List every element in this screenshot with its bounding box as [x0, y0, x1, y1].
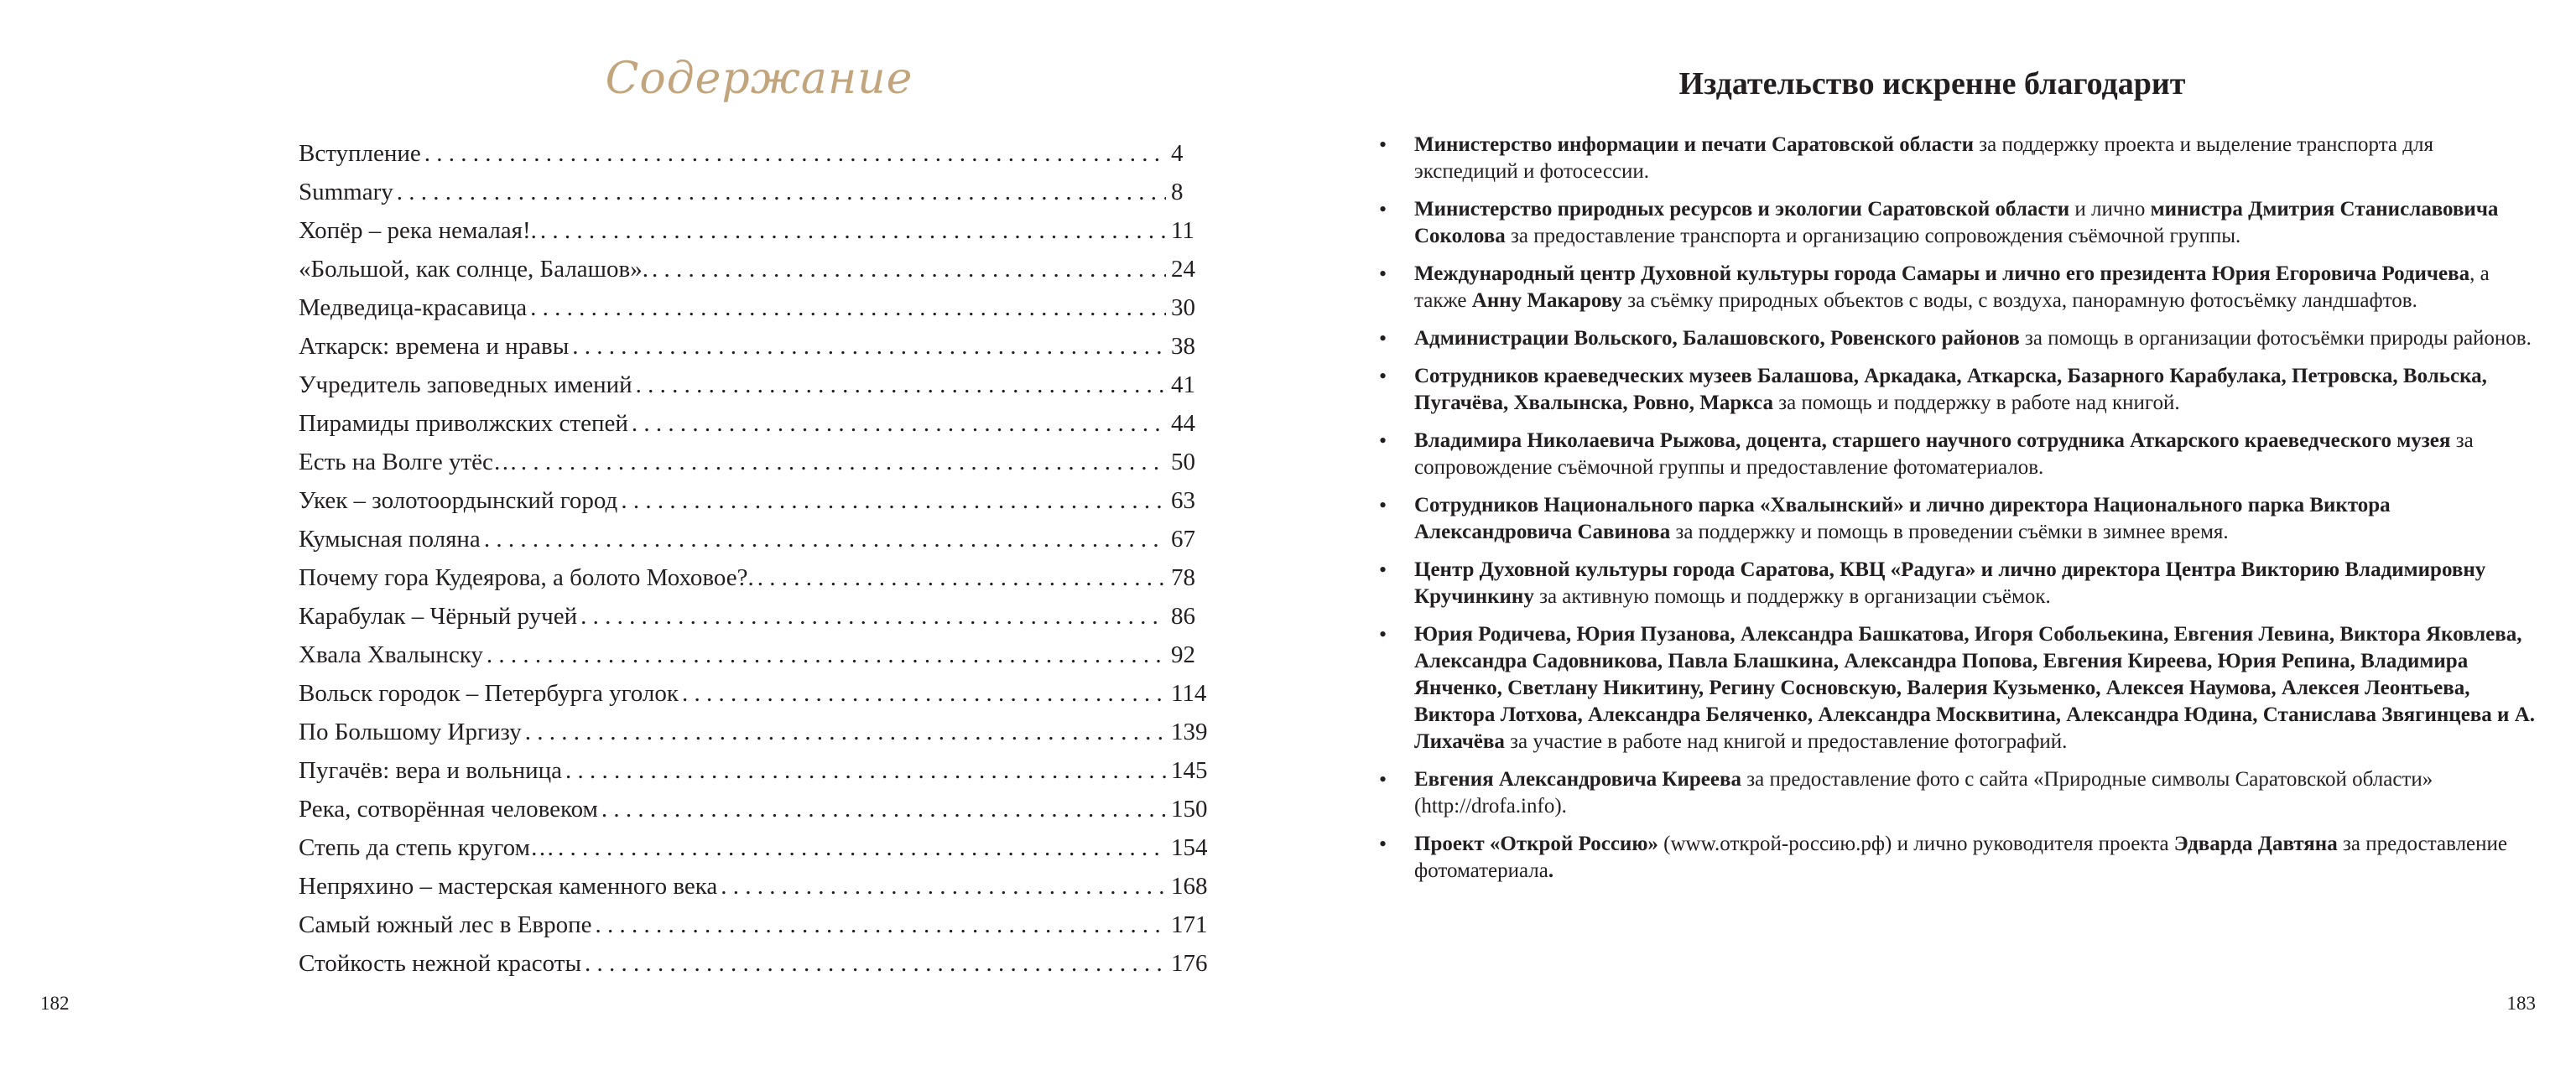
- toc-entry-title: Хвала Хвалынску: [299, 641, 483, 668]
- acknowledgement-text: за поддержку проекта и выделение транспорта для экспедиций и фотосессии.: [1414, 133, 2433, 183]
- acknowledgement-name: .: [1548, 859, 1554, 882]
- acknowledgement-name: Центр Духовной культуры города Саратова, КВЦ «Радуга» и лично директора Центра Викторию Владимировну Кручинкину: [1414, 558, 2486, 608]
- toc-entry-page: 41: [1171, 371, 1195, 398]
- toc-dot-leader: [487, 640, 1166, 670]
- acknowledgements-list: [1379, 132, 2537, 895]
- toc-entry: [299, 824, 1215, 863]
- acknowledgement-text: (www.открой-россию.рф) и лично руководителя проекта: [1657, 833, 2174, 855]
- toc-entry: [299, 169, 1215, 207]
- toc-entry-title: Самый южный лес в Европе: [299, 911, 592, 938]
- toc-dot-leader: [525, 717, 1166, 747]
- toc-dot-leader: [636, 370, 1166, 400]
- toc-entry-page: 139: [1171, 719, 1208, 745]
- toc-entry-title: Пугачёв: вера и вольница: [299, 757, 563, 784]
- toc-entry-title: Почему гора Кудеярова, а болото Моховое?.: [299, 564, 754, 591]
- bullet-icon: •: [1379, 262, 1387, 286]
- toc-entry: [299, 207, 1215, 246]
- toc-entry-page: 154: [1171, 834, 1208, 861]
- acknowledgement-text: за поддержку и помощь в проведении съёмки в зимнее время.: [1670, 521, 2229, 543]
- toc-entry: [299, 901, 1215, 940]
- toc-entry-title: Медведица-красавица: [299, 294, 528, 321]
- acknowledgement-item: [1379, 132, 2537, 185]
- acknowledgement-item: [1379, 363, 2537, 417]
- bullet-icon: •: [1379, 326, 1387, 350]
- toc-entry: [299, 554, 1215, 593]
- toc-entry-title: Степь да степь кругом…: [299, 834, 554, 861]
- toc-entry: [299, 708, 1215, 747]
- acknowledgement-name: Международный центр Духовной культуры города Самары и лично его президента Юрия Егоровича Родичева: [1414, 262, 2470, 285]
- toc-entry-title: Пирамиды приволжских степей: [299, 410, 628, 437]
- acknowledgement-name: Сотрудников краеведческих музеев Балашова, Аркадака, Аткарска, Базарного Карабулака, Петровска, Вольска, Пугачёва, Хвалынска, Ровно, Маркса: [1414, 365, 2487, 414]
- toc-dot-leader: [652, 254, 1166, 284]
- acknowledgement-text: за съёмку природных объектов с воды, с воздуха, панорамную фотосъёмку ландшафтов.: [1621, 289, 2417, 312]
- toc-dot-leader: [558, 833, 1166, 863]
- toc-entry-title: Река, сотворённая человеком: [299, 796, 598, 823]
- toc-entry-title: Есть на Волге утёс…: [299, 449, 518, 475]
- toc-entry-title: Укек – золотоордынский город: [299, 487, 618, 514]
- toc-entry-page: 30: [1171, 294, 1195, 321]
- toc-entry-page: 86: [1171, 603, 1195, 630]
- toc-entry-title: По Большому Иргизу: [299, 719, 522, 745]
- toc-dot-leader: [565, 755, 1166, 786]
- acknowledgement-name: Евгения Александровича Киреева: [1414, 768, 1741, 791]
- toc-entry-title: Стойкость нежной красоты: [299, 950, 581, 977]
- toc-entry: [299, 130, 1215, 169]
- toc-dot-leader: [721, 871, 1166, 901]
- acknowledgement-text: за предоставление фото с сайта «Природные символы Саратовской области» (http://drofa.info).: [1414, 768, 2433, 818]
- acknowledgement-name: Юрия Родичева, Юрия Пузанова, Александра Башкатова, Игоря Собольекина, Евгения Левина, Виктора Яковлева, Александра Садовникова, Павла Блашкина, Александра Попова, Евгения Киреева, Юрия Репина, Владимира Янченко, Светлану Никитину, Регину Сосновскую, Валерия Кузьменко, Алексея Наумова, Алексея Леонтьева, Виктора Лотхова, Александра Беляченко, Александра Москвитина, Александра Юдина, Станислава Звягинцева и А. Лихачёва: [1414, 623, 2536, 753]
- toc-entry-page: 78: [1171, 564, 1195, 591]
- acknowledgement-text: , а также: [1414, 262, 2490, 312]
- toc-dot-leader: [397, 177, 1166, 207]
- toc-entry-page: 11: [1171, 217, 1194, 244]
- toc-entry-page: 114: [1171, 680, 1207, 707]
- page-number-left: 182: [40, 993, 70, 1014]
- acknowledgement-name: Анну Макарову: [1471, 289, 1622, 312]
- acknowledgement-name: Министерство информации и печати Саратовской области: [1414, 133, 1974, 156]
- toc-dot-leader: [580, 601, 1166, 631]
- toc-entry-title: Кумысная поляна: [299, 526, 481, 553]
- right-page: [1288, 0, 2576, 1090]
- toc-entry-page: 168: [1171, 873, 1208, 900]
- toc-entry-title: Хопёр – река немалая!.: [299, 217, 537, 244]
- toc-entry-title: Summary: [299, 179, 393, 205]
- toc-entry-page: 63: [1171, 487, 1195, 514]
- toc-dot-leader: [596, 910, 1166, 940]
- toc-entry: [299, 284, 1215, 323]
- toc-entry: [299, 747, 1215, 786]
- acknowledgement-text: и лично: [2069, 198, 2151, 221]
- acknowledgement-name: Проект «Открой Россию»: [1414, 833, 1658, 855]
- toc-dot-leader: [757, 563, 1166, 593]
- toc-dot-leader: [540, 215, 1166, 246]
- bullet-icon: •: [1379, 493, 1387, 517]
- acknowledgement-item: [1379, 621, 2537, 755]
- toc-entry-title: Учредитель заповедных имений: [299, 371, 632, 398]
- bullet-icon: •: [1379, 197, 1387, 221]
- toc-entry-page: 8: [1171, 179, 1184, 205]
- acknowledgement-text: за участие в работе над книгой и предоставление фотографий.: [1504, 730, 2068, 753]
- bullet-icon: •: [1379, 832, 1387, 856]
- acknowledgement-text: за помощь и поддержку в работе над книгой.: [1772, 392, 2180, 414]
- toc-entry-title: Вольск городок – Петербурга уголок: [299, 680, 679, 707]
- toc-dot-leader: [424, 138, 1166, 169]
- bullet-icon: •: [1379, 132, 1387, 157]
- toc-dot-leader: [572, 331, 1166, 361]
- toc-entry-page: 176: [1171, 950, 1208, 977]
- toc-entry: [299, 593, 1215, 631]
- toc-dot-leader: [521, 447, 1166, 477]
- acknowledgement-item: [1379, 766, 2537, 820]
- toc-entry-page: 150: [1171, 796, 1208, 823]
- acknowledgements-heading: Издательство искренне благодарит: [1678, 66, 2186, 101]
- toc-entry: [299, 631, 1215, 670]
- toc-entry: [299, 670, 1215, 708]
- toc-entry-page: 4: [1171, 140, 1184, 167]
- acknowledgement-name: Владимира Николаевича Рыжова, доцента, старшего научного сотрудника Аткарского краеведческого музея: [1414, 429, 2451, 452]
- bullet-icon: •: [1379, 622, 1387, 646]
- bullet-icon: •: [1379, 428, 1387, 453]
- bullet-icon: •: [1379, 558, 1387, 582]
- acknowledgement-item: [1379, 325, 2537, 352]
- toc-entry: [299, 863, 1215, 901]
- acknowledgement-text: за сопровождение съёмочной группы и предоставление фотоматериалов.: [1414, 429, 2474, 479]
- bullet-icon: •: [1379, 364, 1387, 388]
- toc-entry-title: Вступление: [299, 140, 421, 167]
- acknowledgement-text: за активную помощь и поддержку в организации съёмок.: [1533, 585, 2051, 608]
- toc-dot-leader: [682, 678, 1166, 708]
- acknowledgement-name: Сотрудников Национального парка «Хвалынский» и лично директора Национального парка Виктора Александровича Савинова: [1414, 494, 2391, 543]
- acknowledgement-text: за предоставление транспорта и организацию сопровождения съёмочной группы.: [1505, 225, 2241, 247]
- acknowledgement-item: [1379, 196, 2537, 250]
- toc-entry-page: 24: [1171, 256, 1195, 283]
- toc-entry-title: Непряхино – мастерская каменного века: [299, 873, 718, 900]
- toc-entry: [299, 477, 1215, 516]
- toc-dot-leader: [530, 293, 1166, 323]
- acknowledgement-name: Администрации Вольского, Балашовского, Ровенского районов: [1414, 327, 2020, 350]
- toc-entry-title: «Большой, как солнце, Балашов».: [299, 256, 648, 283]
- acknowledgement-name: министра Дмитрия Станиславовича Соколова: [1414, 198, 2499, 247]
- toc-entry: [299, 323, 1215, 361]
- toc-dot-leader: [601, 794, 1166, 824]
- acknowledgement-item: [1379, 261, 2537, 314]
- toc-entry-page: 92: [1171, 641, 1195, 668]
- page-number-right: 183: [2506, 993, 2536, 1014]
- toc-entry: [299, 940, 1215, 978]
- toc-entry: [299, 786, 1215, 824]
- toc-dot-leader: [632, 408, 1166, 439]
- toc-entry-page: 67: [1171, 526, 1195, 553]
- toc-entry: [299, 246, 1215, 284]
- toc-dot-leader: [621, 485, 1166, 516]
- toc-entry: [299, 361, 1215, 400]
- toc-entry: [299, 400, 1215, 439]
- toc-entry-page: 171: [1171, 911, 1208, 938]
- toc-entry-page: 38: [1171, 333, 1195, 360]
- toc-entry: [299, 439, 1215, 477]
- toc-dot-leader: [484, 524, 1166, 554]
- toc-dot-leader: [585, 948, 1166, 978]
- toc-entry: [299, 516, 1215, 554]
- acknowledgement-name: Эдварда Давтяна: [2173, 833, 2338, 855]
- toc-entry-page: 44: [1171, 410, 1195, 437]
- acknowledgement-text: за предоставление фотоматериала: [1414, 833, 2508, 882]
- acknowledgement-name: Министерство природных ресурсов и экологии Саратовской области: [1414, 198, 2070, 221]
- acknowledgement-item: [1379, 428, 2537, 481]
- toc-entry-title: Карабулак – Чёрный ручей: [299, 603, 578, 630]
- toc-entry-page: 50: [1171, 449, 1195, 475]
- acknowledgement-item: [1379, 831, 2537, 885]
- toc-entry-title: Аткарск: времена и нравы: [299, 333, 570, 360]
- toc-heading: Содержание: [605, 54, 913, 104]
- acknowledgement-item: [1379, 492, 2537, 546]
- toc-entry-page: 145: [1171, 757, 1208, 784]
- acknowledgement-text: за помощь в организации фотосъёмки природы районов.: [2019, 327, 2532, 350]
- bullet-icon: •: [1379, 767, 1387, 792]
- acknowledgement-item: [1379, 557, 2537, 610]
- toc-list: [299, 130, 1215, 978]
